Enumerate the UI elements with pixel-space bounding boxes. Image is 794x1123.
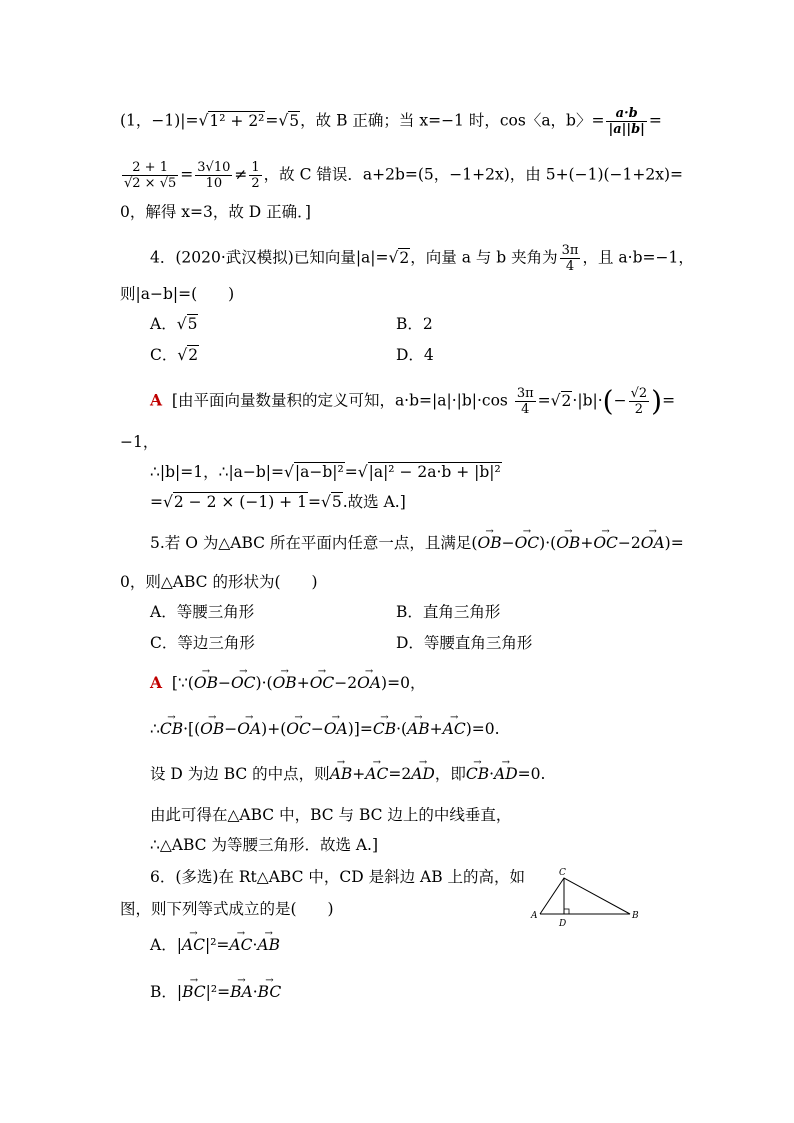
q5-option-d: D．等腰直角三角形 (396, 634, 533, 652)
q5-solution-1: A [∵(→ OB−→ OC)·(→ OB+→ OC−2→ OA)=0， (150, 673, 425, 693)
label-a: A (531, 911, 538, 921)
q4-option-c: C．√2 (150, 346, 199, 364)
q5-stem: 5.若 O 为△ABC 所在平面内任意一点，且满足(→ OB−→ OC)·(→ OB+→ OC−2→ OA)= (150, 533, 684, 553)
triangle-figure (526, 864, 646, 934)
q5-solution-4: 由此可得在△ABC 中，BC 与 BC 边上的中线垂直， (150, 806, 512, 824)
right-angle-mark (564, 909, 569, 914)
q3-line3: 0，解得 x=3，故 D 正确．] (120, 203, 311, 221)
label-d: D (559, 919, 567, 929)
q5-solution-5: ∴△ABC 为等腰三角形．故选 A.] (150, 836, 379, 854)
q5-solution-2: ∴→ CB·[(→ OB−→ OA)+(→ OC−→ OA)]=→ CB·(→ AB+→ AC)=0. (150, 719, 500, 739)
q3-line1: (1，−1)|=√1² + 2²=√5，故 B 正确；当 x=−1 时，cos〈a，b〉= $\frac{a\cdot b}{|a||b|}$ = (120, 106, 662, 137)
q6-option-a: A．|→ AC|²=→ AC·→ AB (150, 935, 280, 955)
q5-solution-3: 设 D 为边 BC 的中点，则→ AB+→ AC=2→ AD，即→ CB·→ AD=0. (150, 764, 545, 784)
q6-stem-line2: 图，则下列等式成立的是( ) (120, 900, 334, 918)
q4-stem: 4．(2020·武汉模拟)已知向量|a|=√2，向量 a 与 b 夹角为 $\frac{3\pi}{4}$ ，且 a·b=−1， (150, 243, 694, 274)
q6-option-b: B．|→ BC|²=→ BA·→ BC (150, 982, 281, 1002)
q5-option-c: C．等边三角形 (150, 634, 255, 652)
q4-solution-2: −1， (120, 433, 159, 451)
q4-answer: A (150, 390, 163, 410)
q5-stem-line2: 0，则△ABC 的形状为( ) (120, 573, 318, 591)
label-c: C (559, 868, 566, 878)
q4-option-b: B．2 (396, 315, 433, 333)
q3-line2: $\frac{2 + 1}{√2 \times √5}$ = $\frac{3√10}{10}$ ≠ $\frac{1}{2}$ ，故 C 错误．a+2b=(5，−1+2x)，由 5+(−1)(−1+2x)= (124, 160, 684, 191)
q4-option-a: A．√5 (150, 315, 198, 333)
q4-stem-line2: 则|a−b|=( ) (120, 285, 235, 303)
triangle-outline (540, 878, 630, 914)
q5-option-a: A．等腰三角形 (150, 603, 255, 621)
q5-answer: A (150, 673, 163, 692)
q6-stem: 6．(多选)在 Rt△ABC 中，CD 是斜边 AB 上的高，如 (150, 868, 526, 886)
q4-solution-1: A [由平面向量数量积的定义可知，a·b=|a|·|b|·cos $\frac{3\pi}{4}$ =√2·|b|·(− $\frac{√2}{2}$ )= (150, 384, 676, 418)
label-b: B (632, 911, 639, 921)
q5-option-b: B．直角三角形 (396, 603, 501, 621)
q4-solution-3: ∴|b|=1，∴|a−b|=√|a−b|²=√|a|² − 2a·b + |b|² (150, 463, 501, 481)
q4-option-d: D．4 (396, 346, 434, 364)
q4-solution-4: =√2 − 2 × (−1) + 1=√5.故选 A.] (150, 493, 406, 511)
